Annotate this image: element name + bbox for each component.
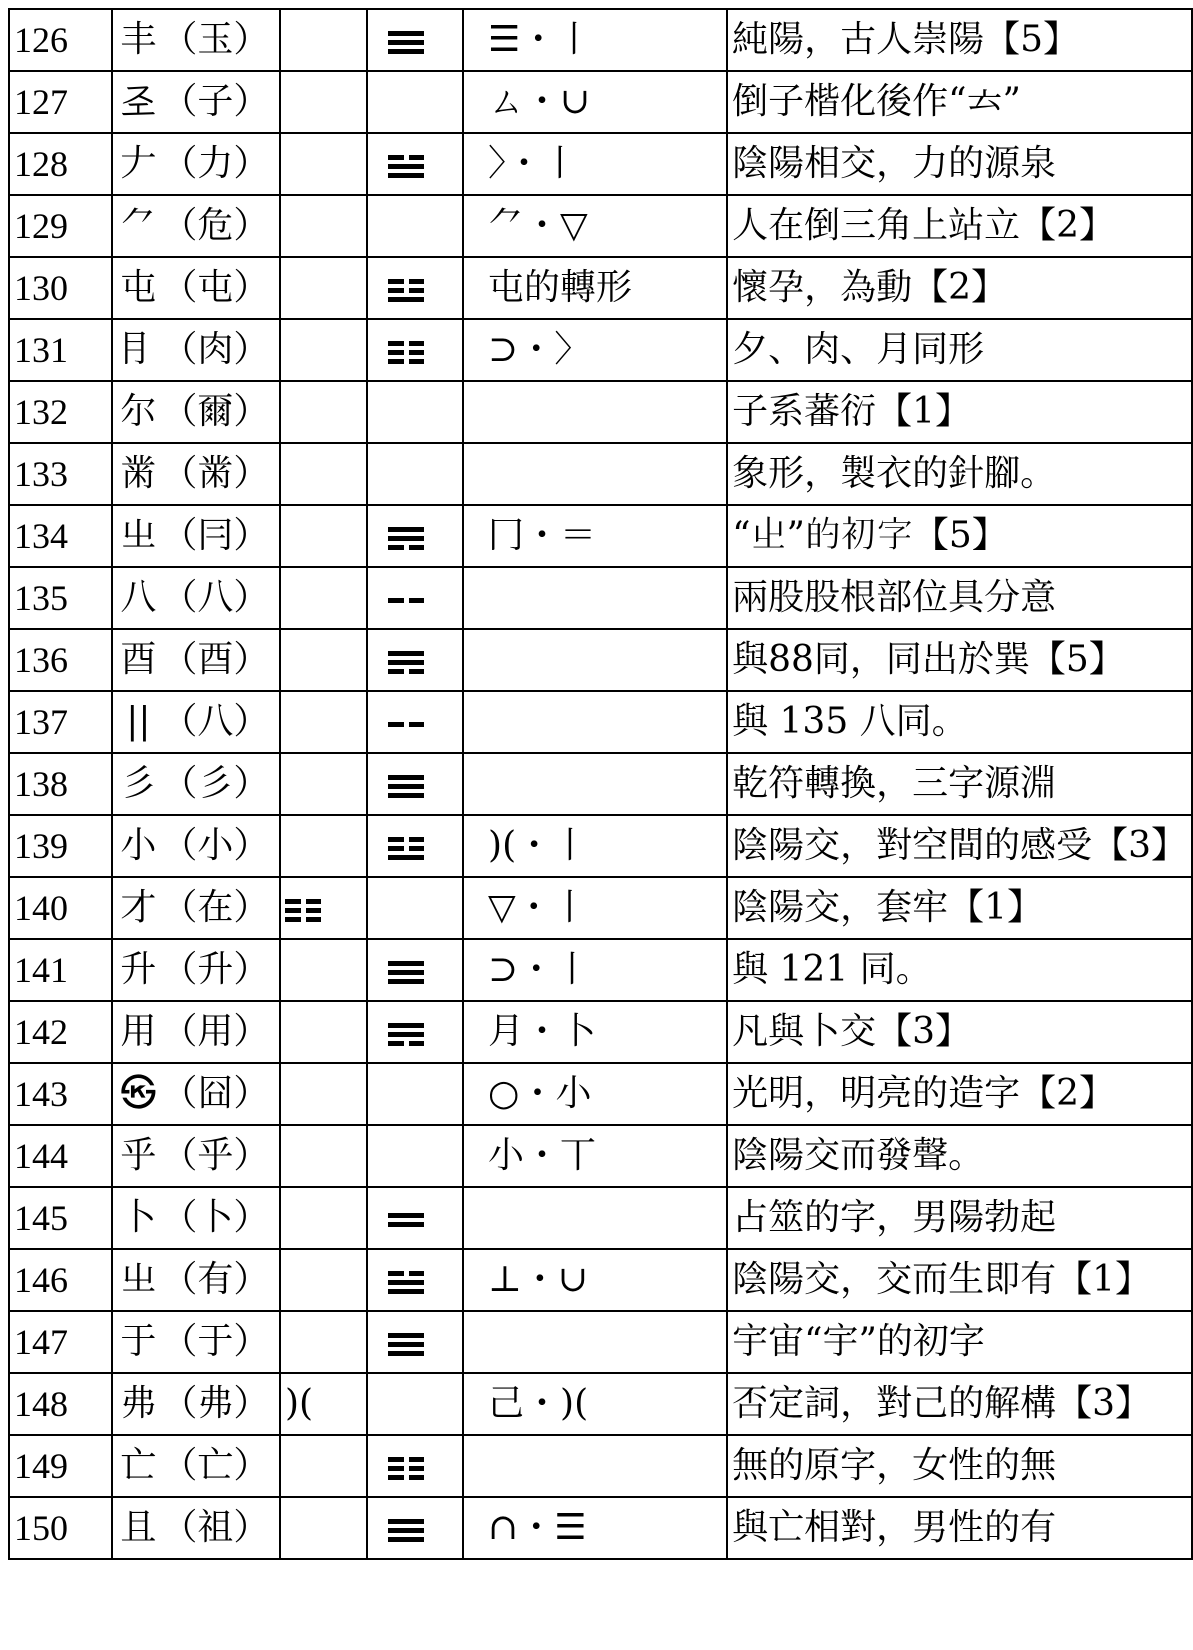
modern-character: （乎） — [161, 1135, 270, 1176]
note-cell: 陰陽交而發聲。 — [727, 1125, 1192, 1187]
character-cell — [112, 1249, 280, 1311]
character-table — [8, 8, 1193, 1560]
character-cell — [112, 1435, 280, 1497]
note-cell: 光明，明亮的造字【2】 — [727, 1063, 1192, 1125]
ancient-glyph: 屯 — [120, 267, 157, 308]
table-body — [9, 9, 1192, 1559]
trigram-symbol — [388, 775, 424, 798]
ancient-glyph: 小 — [120, 825, 157, 866]
table-row — [9, 815, 1192, 877]
character-cell — [112, 1311, 280, 1373]
trigram-primary — [280, 9, 367, 71]
table-row — [9, 1187, 1192, 1249]
components-cell: ⊃・〉 — [463, 319, 727, 381]
row-number: 126 — [9, 9, 112, 71]
table-row — [9, 9, 1192, 71]
trigram-primary — [280, 567, 367, 629]
note-cell: “𡳿”的初字【5】 — [727, 505, 1192, 567]
table-row — [9, 1125, 1192, 1187]
character-cell — [112, 691, 280, 753]
note-cell: 占筮的字，男陽勃起 — [727, 1187, 1192, 1249]
table-row — [9, 381, 1192, 443]
trigram-secondary — [367, 691, 463, 753]
character-cell — [112, 133, 280, 195]
trigram-primary — [280, 1435, 367, 1497]
trigram-symbol — [388, 837, 424, 860]
trigram-secondary — [367, 567, 463, 629]
character-cell — [112, 815, 280, 877]
trigram-symbol — [388, 961, 424, 984]
trigram-primary — [280, 133, 367, 195]
note-cell: 人在倒三角上站立【2】 — [727, 195, 1192, 257]
trigram-primary — [280, 443, 367, 505]
trigram-secondary — [367, 753, 463, 815]
row-number: 147 — [9, 1311, 112, 1373]
components-cell — [463, 629, 727, 691]
table-row — [9, 257, 1192, 319]
character-cell — [112, 1373, 280, 1435]
character-cell — [112, 443, 280, 505]
components-cell — [463, 1187, 727, 1249]
table-row — [9, 1373, 1192, 1435]
components-cell: ⺈・▽ — [463, 195, 727, 257]
modern-character: （彡） — [161, 763, 270, 804]
modern-character: （冃） — [161, 515, 270, 556]
table-row — [9, 505, 1192, 567]
ancient-glyph: 𠂇 — [120, 143, 157, 184]
modern-character: （八） — [161, 701, 270, 742]
row-number: 146 — [9, 1249, 112, 1311]
ancient-glyph: 㞢 — [120, 1259, 157, 1300]
note-cell: 與 135 八同。 — [727, 691, 1192, 753]
row-number: 134 — [9, 505, 112, 567]
modern-character: （小） — [161, 825, 270, 866]
trigram-primary — [280, 71, 367, 133]
ancient-glyph: 彡 — [120, 763, 157, 804]
character-cell — [112, 505, 280, 567]
ancient-glyph: 于 — [120, 1321, 157, 1362]
modern-character: （黹） — [161, 453, 270, 494]
ancient-glyph: ㉿ — [120, 1073, 157, 1114]
modern-character: （弗） — [161, 1383, 270, 1424]
trigram-primary — [280, 1063, 367, 1125]
row-number: 142 — [9, 1001, 112, 1063]
trigram-secondary — [367, 195, 463, 257]
trigram-symbol — [388, 155, 424, 178]
components-cell: ○・小 — [463, 1063, 727, 1125]
row-number: 140 — [9, 877, 112, 939]
row-number: 145 — [9, 1187, 112, 1249]
character-cell — [112, 1187, 280, 1249]
modern-character: （祖） — [161, 1507, 270, 1548]
table-row — [9, 1497, 1192, 1559]
row-number: 136 — [9, 629, 112, 691]
components-cell: ∩・☰ — [463, 1497, 727, 1559]
note-cell: 與 121 同。 — [727, 939, 1192, 1001]
row-number: 139 — [9, 815, 112, 877]
table-row — [9, 1435, 1192, 1497]
trigram-primary — [280, 877, 367, 939]
row-number: 143 — [9, 1063, 112, 1125]
table-row — [9, 691, 1192, 753]
table-row — [9, 443, 1192, 505]
components-cell — [463, 443, 727, 505]
trigram-secondary — [367, 877, 463, 939]
ancient-glyph: 升 — [120, 949, 157, 990]
components-cell: )(・丨 — [463, 815, 727, 877]
components-cell: 〉・丨 — [463, 133, 727, 195]
modern-character: （用） — [161, 1011, 270, 1052]
trigram-secondary — [367, 133, 463, 195]
trigram-symbol — [388, 1023, 424, 1046]
ancient-glyph: 㞢 — [120, 515, 157, 556]
modern-character: （在） — [161, 887, 270, 928]
components-cell — [463, 381, 727, 443]
trigram-secondary — [367, 319, 463, 381]
table-row — [9, 1001, 1192, 1063]
trigram-secondary — [367, 1125, 463, 1187]
trigram-secondary — [367, 1435, 463, 1497]
modern-character: （八） — [161, 577, 270, 618]
components-cell: 月・卜 — [463, 1001, 727, 1063]
trigram-primary — [280, 1249, 367, 1311]
trigram-secondary — [367, 1001, 463, 1063]
trigram-symbol — [388, 722, 424, 727]
trigram-symbol — [388, 1333, 424, 1356]
trigram-primary — [280, 691, 367, 753]
table-row — [9, 1063, 1192, 1125]
ancient-glyph: 用 — [120, 1011, 157, 1052]
components-cell — [463, 1311, 727, 1373]
row-number: 150 — [9, 1497, 112, 1559]
trigram-symbol — [388, 1457, 424, 1480]
row-number: 130 — [9, 257, 112, 319]
character-cell — [112, 939, 280, 1001]
note-cell: 陰陽相交，力的源泉 — [727, 133, 1192, 195]
note-cell: 宇宙“宇”的初字 — [727, 1311, 1192, 1373]
character-cell — [112, 381, 280, 443]
trigram-symbol — [388, 527, 424, 550]
character-cell — [112, 9, 280, 71]
character-cell — [112, 567, 280, 629]
row-number: 129 — [9, 195, 112, 257]
trigram-primary — [280, 1311, 367, 1373]
trigram-symbol — [388, 341, 424, 364]
note-cell: 夕、肉、月同形 — [727, 319, 1192, 381]
table-row — [9, 877, 1192, 939]
trigram-primary — [280, 753, 367, 815]
modern-character: （亡） — [161, 1445, 270, 1486]
character-cell — [112, 877, 280, 939]
trigram-primary — [280, 1001, 367, 1063]
note-cell: 陰陽交，對空間的感受【3】 — [727, 815, 1192, 877]
components-cell: ☰・丨 — [463, 9, 727, 71]
ancient-glyph: 尔 — [120, 391, 157, 432]
character-cell — [112, 319, 280, 381]
trigram-primary: )( — [280, 1373, 367, 1435]
note-cell: 與亡相對，男性的有 — [727, 1497, 1192, 1559]
trigram-secondary — [367, 9, 463, 71]
row-number: 131 — [9, 319, 112, 381]
table-row — [9, 133, 1192, 195]
trigram-secondary — [367, 1311, 463, 1373]
trigram-secondary — [367, 71, 463, 133]
ancient-glyph: || — [126, 701, 151, 742]
table-row — [9, 1311, 1192, 1373]
components-cell: ㄙ・∪ — [463, 71, 727, 133]
character-cell — [112, 1125, 280, 1187]
modern-character: （升） — [161, 949, 270, 990]
trigram-primary — [280, 505, 367, 567]
row-number: 149 — [9, 1435, 112, 1497]
table-row — [9, 939, 1192, 1001]
trigram-primary — [280, 1187, 367, 1249]
table-row — [9, 567, 1192, 629]
modern-character: （卜） — [161, 1197, 270, 1238]
modern-character: （于） — [161, 1321, 270, 1362]
trigram-primary — [280, 815, 367, 877]
note-cell: 純陽，古人崇陽【5】 — [727, 9, 1192, 71]
ancient-glyph: ⺝ — [120, 329, 157, 370]
trigram-primary — [280, 381, 367, 443]
trigram-symbol — [388, 279, 424, 302]
trigram-secondary — [367, 257, 463, 319]
trigram-secondary — [367, 815, 463, 877]
trigram-secondary — [367, 1249, 463, 1311]
note-cell: 與88同，同出於巽【5】 — [727, 629, 1192, 691]
ancient-glyph: 八 — [120, 577, 157, 618]
table-row — [9, 195, 1192, 257]
trigram-secondary — [367, 1373, 463, 1435]
row-number: 133 — [9, 443, 112, 505]
trigram-symbol — [388, 31, 424, 54]
components-cell — [463, 691, 727, 753]
trigram-primary — [280, 939, 367, 1001]
character-cell — [112, 1001, 280, 1063]
components-cell — [463, 753, 727, 815]
modern-character: （爾） — [161, 391, 270, 432]
ancient-glyph: 且 — [120, 1507, 157, 1548]
note-cell: 乾符轉換，三字源淵 — [727, 753, 1192, 815]
modern-character: （子） — [161, 81, 270, 122]
trigram-primary — [280, 1497, 367, 1559]
character-cell — [112, 71, 280, 133]
trigram-symbol — [388, 651, 424, 674]
ancient-glyph: 黹 — [120, 453, 157, 494]
components-cell: 己・)( — [463, 1373, 727, 1435]
ancient-glyph: 弗 — [120, 1383, 157, 1424]
trigram-secondary — [367, 939, 463, 1001]
ancient-glyph: ⺈ — [120, 205, 157, 246]
ancient-glyph: 丰 — [120, 19, 157, 60]
character-cell — [112, 195, 280, 257]
components-cell: ⊃・丨 — [463, 939, 727, 1001]
trigram-secondary — [367, 381, 463, 443]
note-cell: 無的原字，女性的無 — [727, 1435, 1192, 1497]
components-cell — [463, 567, 727, 629]
trigram-primary — [280, 195, 367, 257]
trigram-symbol — [388, 598, 424, 603]
trigram-secondary — [367, 505, 463, 567]
ancient-glyph: 乎 — [120, 1135, 157, 1176]
ancient-glyph: 亡 — [120, 1445, 157, 1486]
note-cell: 否定詞，對己的解構【3】 — [727, 1373, 1192, 1435]
row-number: 141 — [9, 939, 112, 1001]
components-cell: 冂・＝ — [463, 505, 727, 567]
row-number: 138 — [9, 753, 112, 815]
components-cell — [463, 1435, 727, 1497]
character-cell — [112, 753, 280, 815]
trigram-secondary — [367, 1063, 463, 1125]
note-cell: 陰陽交，交而生即有【1】 — [727, 1249, 1192, 1311]
character-cell — [112, 257, 280, 319]
trigram-symbol — [285, 899, 321, 922]
ancient-glyph: 𢀖 — [120, 81, 157, 122]
note-cell: 兩股股根部位具分意 — [727, 567, 1192, 629]
trigram-primary — [280, 1125, 367, 1187]
note-cell: 陰陽交，套牢【1】 — [727, 877, 1192, 939]
components-cell: ⊥・∪ — [463, 1249, 727, 1311]
character-cell — [112, 1063, 280, 1125]
trigram-primary — [280, 319, 367, 381]
character-cell — [112, 1497, 280, 1559]
modern-character: （玉） — [161, 19, 270, 60]
row-number: 137 — [9, 691, 112, 753]
components-cell: 小・丅 — [463, 1125, 727, 1187]
row-number: 135 — [9, 567, 112, 629]
table-row — [9, 1249, 1192, 1311]
note-cell: 凡與卜交【3】 — [727, 1001, 1192, 1063]
components-cell: 屯的轉形 — [463, 257, 727, 319]
trigram-secondary — [367, 443, 463, 505]
components-cell: ▽・丨 — [463, 877, 727, 939]
trigram-symbol — [388, 1213, 424, 1227]
modern-character: （力） — [161, 143, 270, 184]
row-number: 127 — [9, 71, 112, 133]
trigram-secondary — [367, 629, 463, 691]
trigram-primary — [280, 629, 367, 691]
trigram-symbol — [388, 1271, 424, 1294]
modern-character: （肉） — [161, 329, 270, 370]
table-row — [9, 753, 1192, 815]
ancient-glyph: 卜 — [120, 1197, 157, 1238]
row-number: 144 — [9, 1125, 112, 1187]
trigram-symbol — [388, 1519, 424, 1542]
modern-character: （危） — [161, 205, 270, 246]
ancient-glyph: 酉 — [120, 639, 157, 680]
trigram-secondary — [367, 1187, 463, 1249]
row-number: 132 — [9, 381, 112, 443]
modern-character: （屯） — [161, 267, 270, 308]
modern-character: （酉） — [161, 639, 270, 680]
ancient-glyph: 才 — [120, 887, 157, 928]
note-cell: 子系蕃衍【1】 — [727, 381, 1192, 443]
modern-character: （有） — [161, 1259, 270, 1300]
trigram-secondary — [367, 1497, 463, 1559]
table-row — [9, 319, 1192, 381]
table-row — [9, 629, 1192, 691]
modern-character: （囧） — [161, 1073, 270, 1114]
row-number: 148 — [9, 1373, 112, 1435]
character-cell — [112, 629, 280, 691]
note-cell: 倒子楷化後作“𠫓” — [727, 71, 1192, 133]
row-number: 128 — [9, 133, 112, 195]
note-cell: 懷孕，為動【2】 — [727, 257, 1192, 319]
table-row — [9, 71, 1192, 133]
trigram-primary — [280, 257, 367, 319]
note-cell: 象形，製衣的針腳。 — [727, 443, 1192, 505]
